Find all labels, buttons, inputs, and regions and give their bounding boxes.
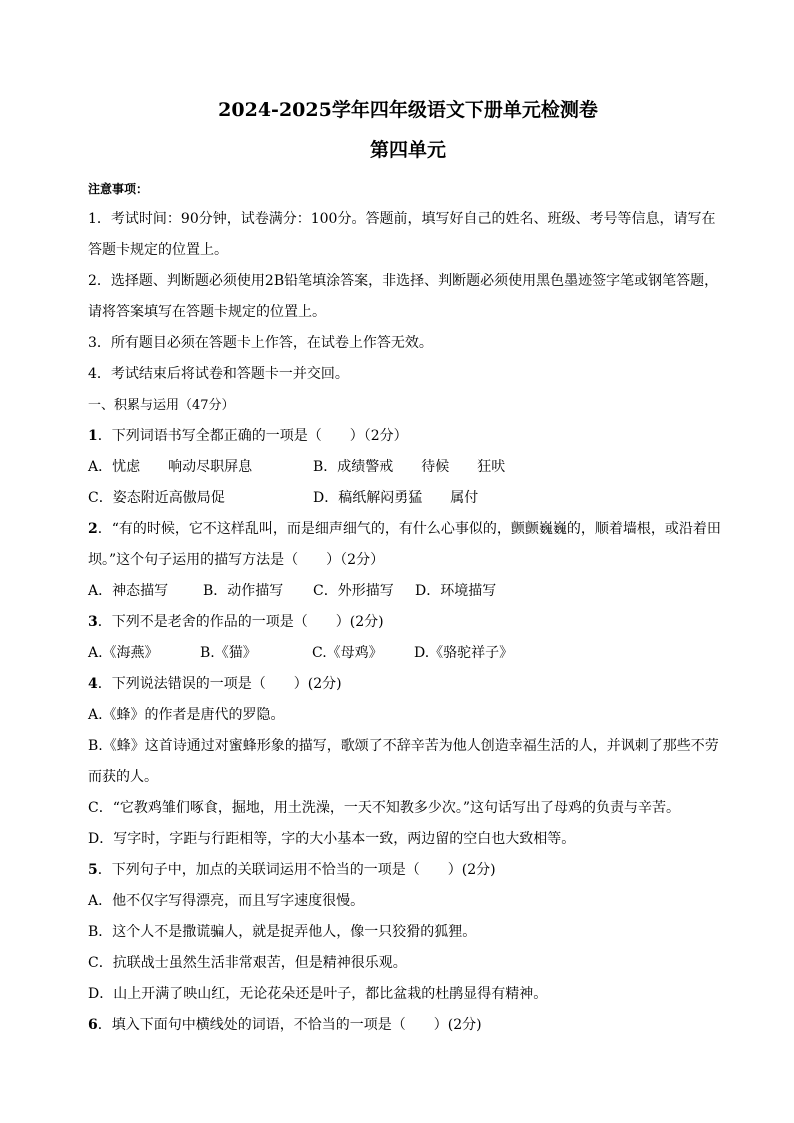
question-stem: ．下列说法错误的一项是（ ）(2分) [97, 676, 342, 692]
option-a: A.《蜂》的作者是唐代的罗隐。 [88, 707, 285, 723]
unit-subtitle: 第四单元 [369, 139, 446, 161]
question-1 [88, 421, 728, 514]
question-stem: ．“有的时候，它不这样乱叫，而是细声细气的，有什么心事似的，颤颤巍巍的，顺着墙根，或沿着田坝。”这个句子运用的描写方法是（ ）（2分） [88, 521, 721, 568]
question-stem: ．下列词语书写全都正确的一项是（ ）（2分） [97, 428, 408, 444]
question-stem: ．下列句子中，加点的关联词运用不恰当的一项是（ ）(2分) [97, 862, 496, 878]
question-number: 1 [88, 428, 98, 444]
question-number: 4 [88, 676, 98, 692]
question-number: 2 [88, 521, 98, 537]
question-number: 3 [88, 614, 98, 630]
question-number: 5 [88, 862, 98, 878]
options-row [88, 576, 728, 607]
option-a: A.《海燕》 [88, 645, 159, 661]
option-d: D．稿纸解闷勇猛 属付 [313, 490, 479, 506]
option-a: A．忧虑 响动尽职屏息 [88, 459, 253, 475]
option-d: D．环境描写 [415, 583, 497, 599]
option-c: C．抗联战士虽然生活非常艰苦，但是精神很乐观。 [88, 955, 407, 971]
notes-heading: 注意事项： [88, 182, 149, 196]
option-b: B.《猫》 [200, 645, 257, 661]
note-item: 1．考试时间：90分钟，试卷满分：100分。答题前，填写好自己的姓名、班级、考号等信息，请写在答题卡规定的位置上。 [88, 211, 716, 258]
options-row [88, 483, 728, 514]
option-c: C．姿态附近高傲局促 [88, 490, 225, 506]
option-d: D．写字时，字距与行距相等，字的大小基本一致，两边留的空白也大致相等。 [88, 831, 576, 847]
option-b: B．动作描写 [203, 583, 284, 599]
question-number: 6 [88, 1017, 98, 1033]
note-item: 2．选择题、判断题必须使用2B铅笔填涂答案，非选择、判断题必须使用黑色墨迹签字笔或钢笔答题，请将答案填写在答题卡规定的位置上。 [88, 273, 719, 320]
exam-title: 2024-2025学年四年级语文下册单元检测卷 [218, 99, 598, 121]
question-stem: ．填入下面句中横线处的词语，不恰当的一项是（ ）(2分) [97, 1017, 482, 1033]
notes-section [88, 180, 728, 390]
exam-page [88, 96, 728, 1041]
option-d: D．山上开满了映山红，无论花朵还是叶子，都比盆栽的杜鹃显得有精神。 [88, 986, 548, 1002]
question-6 [88, 1010, 728, 1041]
option-a: A．神态描写 [88, 583, 169, 599]
option-c: C．“它教鸡雏们啄食，掘地，用土洗澡，一天不知教多少次。”这句话写出了母鸡的负责与辛苦。 [88, 800, 681, 816]
option-b: B．成绩警戒 待候 狂吠 [313, 459, 506, 475]
question-stem: ．下列不是老舍的作品的一项是（ ）(2分) [97, 614, 384, 630]
section-heading: 一、积累与运用（47分） [88, 398, 235, 413]
options-row [88, 638, 728, 669]
options-row [88, 452, 728, 483]
question-4 [88, 669, 728, 855]
option-c: C.《母鸡》 [312, 645, 383, 661]
option-b: B.《蜂》这首诗通过对蜜蜂形象的描写，歌颂了不辞辛苦为他人创造幸福生活的人，并讽刺了那些不劳而获的人。 [88, 738, 719, 785]
option-a: A．他不仅字写得漂亮，而且写字速度很慢。 [88, 893, 365, 909]
option-d: D.《骆驼祥子》 [414, 645, 514, 661]
question-2 [88, 514, 728, 607]
question-5 [88, 855, 728, 1010]
question-3 [88, 607, 728, 669]
note-item: 4．考试结束后将试卷和答题卡一并交回。 [88, 366, 349, 382]
option-c: C．外形描写 [313, 583, 394, 599]
option-b: B．这个人不是撒谎骗人，就是捉弄他人，像一只狡猾的狐狸。 [88, 924, 477, 940]
note-item: 3．所有题目必须在答题卡上作答，在试卷上作答无效。 [88, 335, 433, 351]
